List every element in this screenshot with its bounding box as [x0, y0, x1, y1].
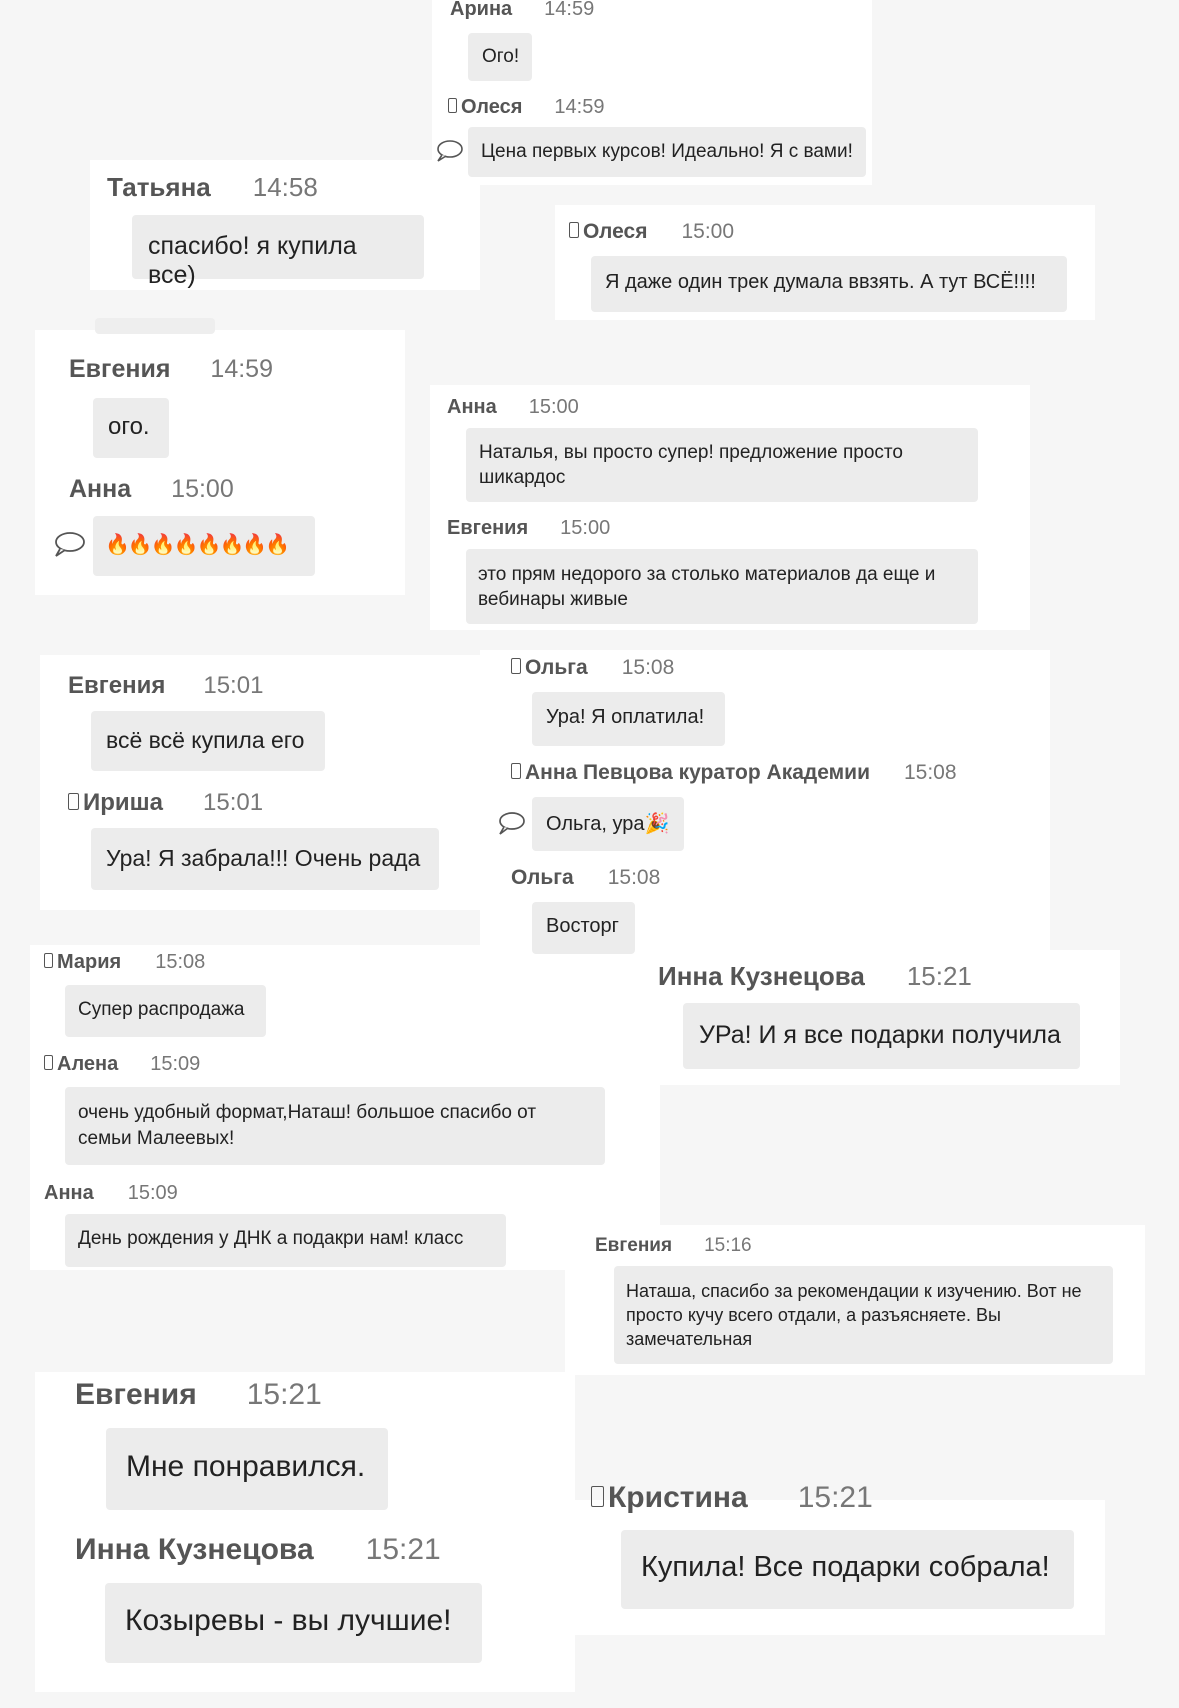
- message-author: Анна Певцова куратор Академии: [525, 761, 870, 784]
- phone-icon: [591, 1486, 604, 1507]
- message-bubble: Ого!: [468, 33, 532, 81]
- message-bubble: УРа! И я все подарки получила: [683, 1003, 1080, 1069]
- message-bubble: Козыревы - вы лучшие!: [105, 1583, 482, 1663]
- phone-icon: [44, 953, 53, 968]
- comment-bubble-icon: [435, 139, 463, 163]
- message-time: 15:21: [246, 1378, 322, 1411]
- message-author: Кристина: [608, 1481, 748, 1514]
- message-author: Евгения: [68, 672, 166, 699]
- partial-bubble: [95, 318, 215, 334]
- message-bubble: Ура! Я забрала!!! Очень рада: [91, 828, 439, 890]
- message-bubble: День рождения у ДНК а подакри нам! класс: [65, 1214, 506, 1267]
- message-bubble: спасибо! я купила все): [132, 215, 424, 279]
- message-author: Олеся: [583, 220, 648, 243]
- message-bubble: всё всё купила его: [91, 711, 325, 771]
- message-bubble: Наташа, спасибо за рекомендации к изучению. Вот не просто кучу всего отдали, а разъясняете. Вы замечательная: [614, 1266, 1113, 1364]
- message-bubble: 🔥🔥🔥🔥🔥🔥🔥🔥: [93, 516, 315, 576]
- message-author: Мария: [57, 951, 122, 973]
- message-time: 15:09: [150, 1053, 201, 1075]
- message-time: 15:08: [621, 656, 675, 679]
- message-bubble: Ура! Я оплатила!: [532, 692, 725, 746]
- phone-icon: [448, 98, 457, 113]
- message-time: 14:59: [544, 0, 595, 20]
- message-author: Анна: [69, 475, 132, 503]
- message-author: Евгения: [595, 1235, 673, 1256]
- message-bubble: Купила! Все подарки собрала!: [621, 1530, 1074, 1609]
- message-author: Олеся: [461, 96, 523, 118]
- message-time: 15:00: [560, 517, 611, 539]
- message-author: Татьяна: [107, 172, 211, 202]
- message-time: 15:08: [903, 761, 957, 784]
- message-bubble: очень удобный формат,Наташ! большое спасибо от семьи Малеевых!: [65, 1087, 605, 1165]
- message-time: 15:08: [607, 866, 661, 889]
- message-time: 14:58: [252, 172, 318, 202]
- message-author: Арина: [450, 0, 513, 20]
- message-author: Ириша: [83, 789, 164, 816]
- phone-icon: [511, 658, 521, 674]
- message-author: Евгения: [69, 355, 171, 383]
- message-author: Анна: [447, 396, 497, 418]
- message-time: 15:01: [203, 672, 264, 699]
- message-time: 15:21: [906, 961, 972, 991]
- message-bubble: Я даже один трек думала ввзять. А тут ВСЁ!!!!: [591, 256, 1067, 312]
- message-time: 14:59: [210, 355, 273, 383]
- message-time: 15:00: [528, 396, 579, 418]
- message-time: 15:01: [203, 789, 264, 816]
- message-bubble: Наталья, вы просто супер! предложение просто шикардос: [466, 428, 978, 502]
- message-author: Анна: [44, 1182, 94, 1204]
- comment-bubble-icon: [496, 810, 526, 836]
- message-time: 15:16: [704, 1235, 752, 1256]
- message-author: Алена: [57, 1053, 119, 1075]
- message-author: Ольга: [525, 656, 588, 679]
- message-time: 15:08: [155, 951, 206, 973]
- message-time: 15:09: [127, 1182, 178, 1204]
- message-bubble: Ольга, ура🎉: [532, 797, 684, 851]
- message-bubble: Цена первых курсов! Идеально! Я с вами!: [468, 127, 866, 177]
- message-bubble: ого.: [93, 398, 169, 458]
- message-author: Евгения: [447, 517, 529, 539]
- message-bubble: Восторг: [532, 902, 635, 954]
- phone-icon: [68, 793, 79, 810]
- comment-bubble-icon: [52, 530, 86, 558]
- message-author: Ольга: [511, 866, 574, 889]
- message-bubble: Супер распродажа: [65, 985, 266, 1037]
- message-time: 15:00: [681, 220, 735, 243]
- message-author: Инна Кузнецова: [75, 1533, 314, 1566]
- message-time: 14:59: [554, 96, 605, 118]
- message-time: 15:21: [365, 1533, 441, 1566]
- message-time: 15:21: [797, 1481, 873, 1514]
- phone-icon: [569, 222, 579, 238]
- message-author: Евгения: [75, 1378, 197, 1411]
- message-bubble: Мне понравился.: [106, 1428, 388, 1510]
- message-time: 15:00: [171, 475, 234, 503]
- message-author: Инна Кузнецова: [658, 961, 865, 991]
- message-bubble: это прям недорого за столько материалов да еще и вебинары живые: [466, 549, 978, 624]
- phone-icon: [44, 1055, 53, 1070]
- phone-icon: [511, 763, 521, 779]
